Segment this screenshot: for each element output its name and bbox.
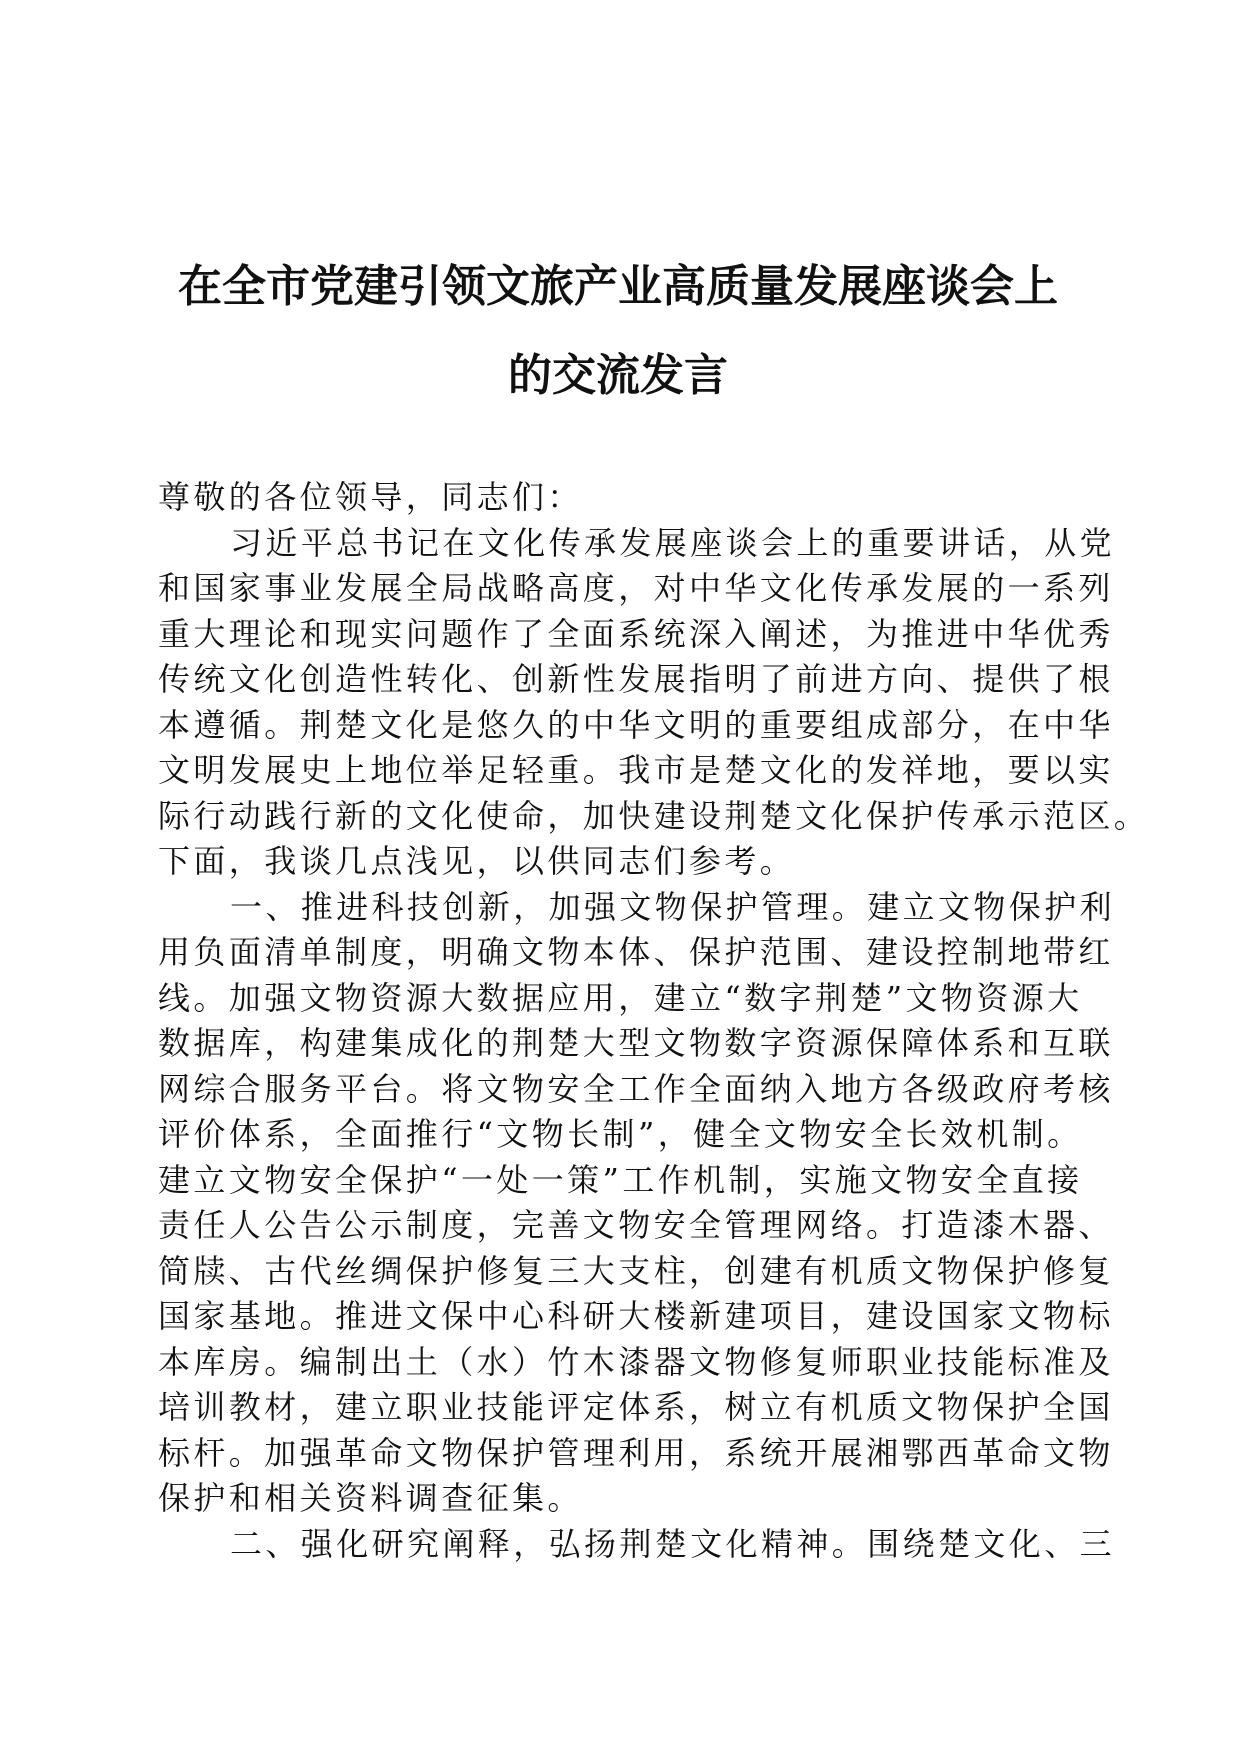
section-1-line: 标杆。加强革命文物保护管理利用，系统开展湘鄂西革命文物 <box>158 1433 1114 1472</box>
document-title-line-1: 在全市党建引领文旅产业高质量发展座谈会上 <box>178 261 1058 312</box>
document-body <box>158 475 1150 1567</box>
section-1-line: 责任人公告公示制度，完善文物安全管理网络。打造漆木器、 <box>158 1206 1114 1244</box>
salutation: 尊敬的各位领导，同志们： <box>158 478 583 516</box>
paragraph-1-line: 本遵循。荆楚文化是悠久的中华文明的重要组成部分，在中华 <box>158 705 1114 744</box>
section-1-line: 网综合服务平台。将文物安全工作全面纳入地方各级政府考核 <box>158 1069 1114 1108</box>
paragraph-1-line: 下面，我谈几点浅见，以供同志们参考。 <box>158 842 796 880</box>
section-1-line: 数据库，构建集成化的荆楚大型文物数字资源保障体系和互联 <box>158 1024 1114 1062</box>
paragraph-1-line: 际行动践行新的文化使命，加快建设荆楚文化保护传承示范区。 <box>158 796 1150 835</box>
paragraph-1-line: 和国家事业发展全局战略高度，对中华文化传承发展的一系列 <box>158 569 1114 607</box>
paragraph-1-line: 传统文化创造性转化、创新性发展指明了前进方向、提供了根 <box>158 660 1114 698</box>
section-1-line: 培训教材，建立职业技能评定体系，树立有机质文物保护全国 <box>158 1388 1114 1426</box>
section-1-line: 简牍、古代丝绸保护修复三大支柱，创建有机质文物保护修复 <box>158 1251 1114 1290</box>
section-1-line: 建立文物安全保护“一处一策”工作机制，实施文物安全直接 <box>158 1160 1083 1199</box>
section-1-line: 保护和相关资料调查征集。 <box>158 1479 583 1517</box>
section-1-line: 用负面清单制度，明确文物本体、保护范围、建设控制地带红 <box>158 933 1114 971</box>
paragraph-1-line: 文明发展史上地位举足轻重。我市是楚文化的发祥地，要以实 <box>158 751 1114 789</box>
paragraph-1-line: 重大理论和现实问题作了全面系统深入阐述，为推进中华优秀 <box>158 614 1114 653</box>
section-2-heading-line: 二、强化研究阐释，弘扬荆楚文化精神。围绕楚文化、三 <box>230 1524 1116 1563</box>
section-1-heading-line: 一、推进科技创新，加强文物保护管理。建立文物保护利 <box>230 887 1116 926</box>
section-1-line: 线。加强文物资源大数据应用，建立“数字荆楚”文物资源大 <box>158 978 1083 1017</box>
section-1-line: 本库房。编制出土（水）竹木漆器文物修复师职业技能标准及 <box>158 1342 1114 1381</box>
section-1-line: 评价体系，全面推行“文物长制”，健全文物安全长效机制。 <box>158 1115 1083 1153</box>
document-title-line-2: 的交流发言 <box>508 350 728 401</box>
paragraph-1-line: 习近平总书记在文化传承发展座谈会上的重要讲话，从党 <box>230 523 1116 562</box>
section-1-line: 国家基地。推进文保中心科研大楼新建项目，建设国家文物标 <box>158 1297 1114 1335</box>
